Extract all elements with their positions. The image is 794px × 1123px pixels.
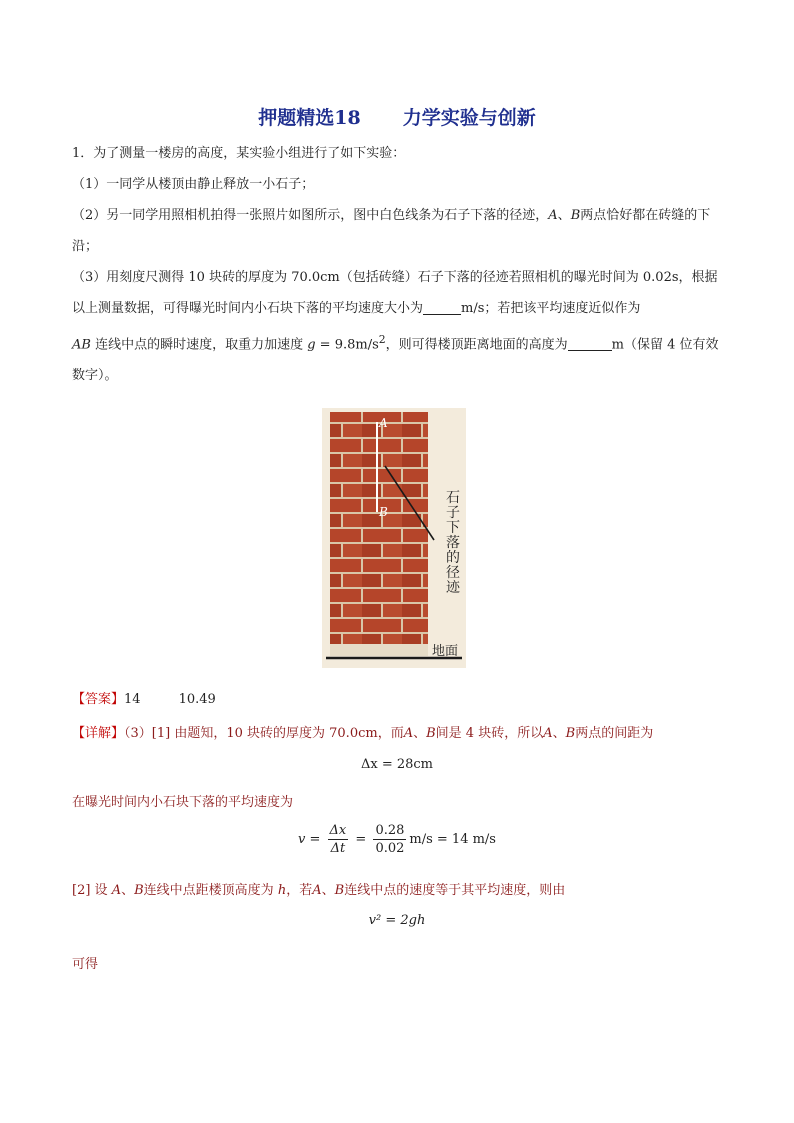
path-label-char: 径 (446, 565, 460, 581)
step3-text-c: ，则可得楼顶距离地面的高度为 (385, 337, 568, 353)
brick-wall-photo (322, 408, 466, 668)
gravity-value: = 9.8m/s (315, 337, 379, 353)
detail-text: 连线中点的速度等于其平均速度，则由 (344, 883, 566, 898)
question-step3 (72, 262, 724, 391)
gravity-exponent: 2 (378, 333, 386, 346)
step3-unit-1: m/s；若把该平均速度近似作为 (461, 301, 641, 316)
step2-text-b: 两点恰好都在砖缝的下沿； (72, 208, 711, 254)
eq-equals: = (355, 832, 367, 847)
separator: 、 (413, 726, 427, 741)
fraction-delta (328, 822, 349, 857)
point-a-label: A (403, 726, 414, 741)
fraction-values (373, 822, 406, 857)
separator: 、 (121, 883, 135, 898)
point-b-label: B (334, 883, 345, 898)
point-b-label: B (134, 883, 144, 898)
equation-velocity (0, 822, 794, 857)
fraction-numerator: Δx (329, 823, 347, 838)
detail-block (72, 718, 724, 749)
detail-text: 连线中点距楼顶高度为 (143, 883, 274, 898)
fraction-numerator: 0.28 (375, 823, 405, 838)
separator: 、 (557, 208, 571, 223)
point-b-label: B (565, 726, 576, 741)
eq-result: m/s = 14 m/s (409, 832, 496, 847)
detail-text: [2] 设 (72, 883, 108, 898)
question-step1: （1）一同学从楼顶由静止释放一小石子； (72, 177, 315, 192)
ground-label: 地面 (432, 644, 459, 659)
label-a: A (379, 416, 388, 430)
path-label (446, 490, 464, 596)
detail-text: （3）[1] 由题知，10 块砖的厚度为 70.0cm，而 (124, 726, 404, 741)
point-a-label: A (312, 883, 322, 898)
path-label-char: 下 (446, 520, 460, 536)
answer-blank-1 (423, 300, 461, 315)
detail-tag: 【详解】 (72, 726, 125, 741)
segment-ab-label: AB (72, 337, 91, 353)
detail-line-4: 可得 (72, 957, 99, 972)
answer-value-1: 14 (124, 692, 141, 707)
question-intro: 1．为了测量一楼房的高度，某实验小组进行了如下实验： (72, 146, 406, 161)
separator: 、 (321, 883, 335, 898)
label-b: B (379, 505, 388, 519)
equation-delta-x: Δx = 28cm (360, 757, 434, 772)
detail-text: ，若 (286, 883, 313, 898)
answer-line (72, 688, 216, 707)
step2-text-a: （2）另一同学用照相机拍得一张照片如图所示，图中白色线条为石子下落的径迹， (72, 208, 549, 223)
title-number: 押题精选18 (258, 107, 361, 129)
detail-line-2: 在曝光时间内小石块下落的平均速度为 (72, 795, 294, 810)
point-a-label: A (111, 883, 122, 898)
step3-unit-2: m（保留 4 位有效数字）。 (72, 337, 719, 384)
point-b-label: B (426, 726, 436, 741)
detail-text: 间是 4 块砖，所以 (435, 726, 544, 741)
point-b-label: B (570, 208, 581, 223)
page-title (0, 103, 794, 130)
path-label-char: 石 (446, 490, 460, 506)
fraction-denominator: 0.02 (375, 841, 405, 856)
detail-line-1 (72, 718, 724, 749)
point-a-label: A (543, 726, 553, 741)
equation-free-fall: v² = 2gh (368, 913, 426, 928)
eq-v: v = (298, 832, 321, 847)
gravity-symbol: g (307, 337, 316, 353)
answer-tag: 【答案】 (72, 692, 125, 707)
height-symbol: h (277, 883, 287, 898)
path-label-char: 迹 (446, 580, 460, 596)
title-topic: 力学实验与创新 (402, 107, 536, 129)
answer-blank-2 (568, 336, 612, 351)
point-a-label: A (548, 208, 558, 223)
separator: 、 (552, 726, 566, 741)
step3-text-a: （3）用刻度尺测得 10 块砖的厚度为 70.0cm（包括砖缝）石子下落的径迹若照相机的曝光时间为 0.02s，根据以上测量数据，可得曝光时间内小石块下落的平均速度大小为 (72, 270, 718, 316)
question-block (72, 138, 724, 391)
brick-wall (330, 412, 428, 652)
question-step2 (72, 200, 724, 262)
step3-text-b: 连线中点的瞬时速度，取重力加速度 (90, 337, 308, 353)
path-label-char: 的 (446, 550, 460, 566)
detail-line-3 (72, 875, 724, 906)
brick-wall-figure (322, 408, 466, 668)
path-label-char: 落 (446, 535, 460, 551)
detail-text: 两点的间距为 (575, 726, 654, 741)
answer-value-2: 10.49 (178, 692, 216, 707)
fraction-denominator: Δt (330, 841, 346, 856)
path-label-char: 子 (446, 505, 460, 521)
